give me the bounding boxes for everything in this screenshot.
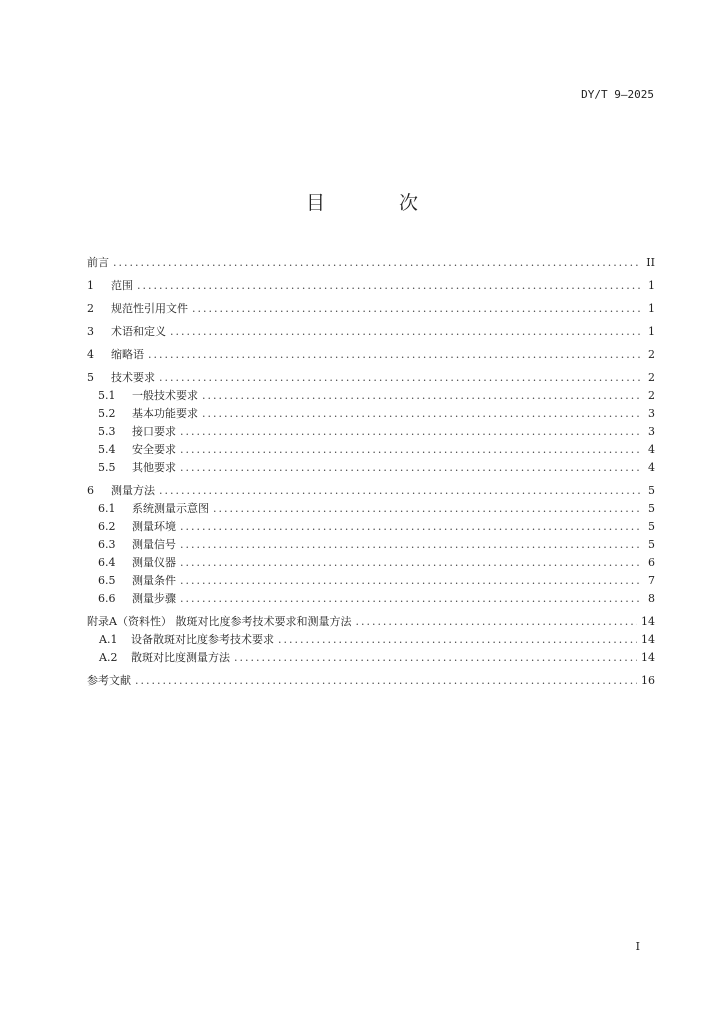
toc-entry-number: 3	[87, 325, 94, 338]
toc-entry-label: 测量条件	[132, 574, 176, 587]
toc-entry-number: 5.1	[98, 389, 116, 402]
toc-dot-leader	[135, 672, 637, 690]
toc-entry-number: A.2	[99, 651, 118, 664]
toc-entry[interactable]	[87, 500, 655, 518]
toc-dot-leader	[355, 613, 637, 631]
toc-entry[interactable]	[87, 572, 655, 590]
toc-dot-leader	[113, 254, 641, 272]
toc-entry-number: 5.2	[98, 407, 116, 420]
toc-entry[interactable]	[87, 536, 655, 554]
toc-entry-number: A.1	[99, 633, 118, 646]
toc-entry-page: 6	[648, 556, 655, 569]
toc-entry[interactable]	[87, 631, 655, 649]
toc-entry-page: 2	[648, 348, 655, 361]
toc-entry[interactable]	[87, 405, 655, 423]
toc-entry-label: 测量信号	[132, 538, 176, 551]
toc-entry[interactable]	[87, 590, 655, 608]
toc-entry-label: 技术要求	[111, 371, 155, 384]
toc-dot-leader	[180, 423, 641, 441]
toc-dot-leader	[137, 277, 641, 295]
toc-entry-label: 前言	[87, 256, 109, 269]
toc-dot-leader	[213, 500, 641, 518]
page-title: 目 次	[305, 192, 453, 214]
toc-entry-page: 1	[648, 279, 655, 292]
toc-dot-leader	[180, 572, 641, 590]
toc-entry-number: 6.2	[98, 520, 116, 533]
toc-entry-number: 4	[87, 348, 94, 361]
toc-entry-label: 设备散斑对比度参考技术要求	[131, 633, 274, 646]
toc-entry-label: 缩略语	[111, 348, 144, 361]
toc-entry[interactable]	[87, 672, 655, 690]
toc-entry-page: 2	[648, 389, 655, 402]
toc-entry-label: 规范性引用文件	[111, 302, 188, 315]
toc-dot-leader	[202, 405, 641, 423]
toc-entry-number: 5.5	[98, 461, 116, 474]
toc-entry-page: 4	[648, 443, 655, 456]
toc-entry-page: 5	[648, 484, 655, 497]
toc-entry-page: 8	[648, 592, 655, 605]
toc-entry-page: 14	[641, 633, 655, 646]
toc-dot-leader	[159, 482, 641, 500]
toc-entry-label: 测量方法	[111, 484, 155, 497]
toc-entry-page: 5	[648, 502, 655, 515]
toc-dot-leader	[180, 536, 641, 554]
toc-entry-label: 附录A（资料性） 散斑对比度参考技术要求和测量方法	[87, 615, 352, 628]
table-of-contents	[87, 254, 655, 690]
toc-entry-number: 5	[87, 371, 94, 384]
toc-entry[interactable]	[87, 423, 655, 441]
toc-entry-label: 接口要求	[132, 425, 176, 438]
toc-dot-leader	[192, 300, 641, 318]
toc-entry-label: 系统测量示意图	[132, 502, 209, 515]
toc-entry[interactable]	[87, 613, 655, 631]
toc-entry-label: 测量步骤	[132, 592, 176, 605]
toc-entry-number: 6	[87, 484, 94, 497]
toc-entry-page: 1	[648, 302, 655, 315]
toc-entry-label: 一般技术要求	[132, 389, 198, 402]
toc-entry[interactable]	[87, 649, 655, 667]
toc-dot-leader	[234, 649, 637, 667]
page-number: I	[635, 940, 640, 953]
toc-entry-label: 测量仪器	[132, 556, 176, 569]
toc-entry[interactable]	[87, 346, 655, 364]
toc-dot-leader	[202, 387, 641, 405]
toc-entry[interactable]	[87, 369, 655, 387]
toc-entry[interactable]	[87, 459, 655, 477]
toc-entry-page: 3	[648, 407, 655, 420]
toc-entry-number: 6.1	[98, 502, 116, 515]
toc-entry-page: 7	[648, 574, 655, 587]
toc-entry-page: 5	[648, 520, 655, 533]
toc-entry-page: II	[646, 256, 655, 269]
toc-entry-number: 6.3	[98, 538, 116, 551]
toc-dot-leader	[148, 346, 641, 364]
toc-entry-number: 2	[87, 302, 94, 315]
toc-entry-page: 4	[648, 461, 655, 474]
toc-entry[interactable]	[87, 387, 655, 405]
toc-entry-number: 6.4	[98, 556, 116, 569]
toc-entry-label: 基本功能要求	[132, 407, 198, 420]
toc-dot-leader	[180, 590, 641, 608]
toc-dot-leader	[180, 554, 641, 572]
toc-dot-leader	[180, 459, 641, 477]
toc-entry-page: 3	[648, 425, 655, 438]
toc-dot-leader	[170, 323, 641, 341]
toc-entry-label: 其他要求	[132, 461, 176, 474]
toc-entry[interactable]	[87, 554, 655, 572]
toc-entry-number: 5.4	[98, 443, 116, 456]
standard-code: DY/T 9—2025	[581, 88, 654, 101]
toc-dot-leader	[159, 369, 641, 387]
toc-entry-number: 5.3	[98, 425, 116, 438]
toc-entry-label: 参考文献	[87, 674, 131, 687]
toc-entry-page: 5	[648, 538, 655, 551]
toc-entry-page: 14	[641, 615, 655, 628]
toc-entry[interactable]	[87, 323, 655, 341]
toc-entry-label: 测量环境	[132, 520, 176, 533]
toc-entry[interactable]	[87, 254, 655, 272]
toc-entry[interactable]	[87, 518, 655, 536]
toc-entry[interactable]	[87, 441, 655, 459]
toc-dot-leader	[180, 518, 641, 536]
toc-entry-page: 2	[648, 371, 655, 384]
toc-entry-number: 6.6	[98, 592, 116, 605]
toc-entry-page: 14	[641, 651, 655, 664]
toc-entry-number: 6.5	[98, 574, 116, 587]
toc-entry-page: 1	[648, 325, 655, 338]
toc-entry-label: 范围	[111, 279, 133, 292]
toc-entry-label: 安全要求	[132, 443, 176, 456]
toc-entry-label: 散斑对比度测量方法	[131, 651, 230, 664]
toc-entry[interactable]	[87, 277, 655, 295]
toc-dot-leader	[180, 441, 641, 459]
toc-entry[interactable]	[87, 482, 655, 500]
toc-entry-label: 术语和定义	[111, 325, 166, 338]
toc-entry-page: 16	[641, 674, 655, 687]
toc-dot-leader	[278, 631, 637, 649]
toc-entry-number: 1	[87, 279, 94, 292]
toc-entry[interactable]	[87, 300, 655, 318]
